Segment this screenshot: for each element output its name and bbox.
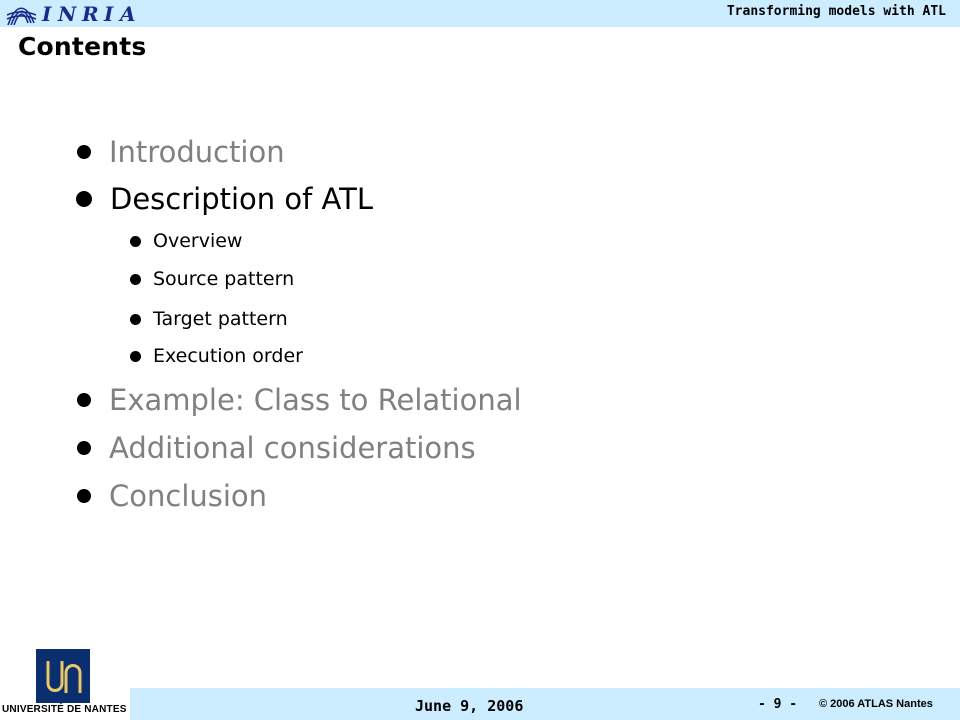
toc-subitem-label: Execution order	[153, 345, 303, 367]
toc-item-description-of-atl[interactable]	[76, 182, 373, 216]
toc-subitem-target-pattern[interactable]	[130, 308, 288, 330]
toc-subitem-label: Source pattern	[153, 268, 295, 290]
toc-subitem-label: Target pattern	[153, 308, 288, 330]
slide-title: Contents	[18, 32, 147, 61]
toc-item-label: Additional considerations	[109, 431, 476, 465]
footer-date: June 9, 2006	[415, 697, 524, 715]
toc-subitem-source-pattern[interactable]	[130, 268, 294, 290]
toc-item-example[interactable]	[77, 383, 522, 417]
svg-text:I: I	[42, 2, 52, 26]
toc-item-label: Introduction	[109, 135, 285, 169]
bullet-icon	[130, 351, 141, 362]
university-logo	[36, 649, 90, 703]
toc-subitem-overview[interactable]	[130, 230, 242, 252]
university-name: UNIVERSITÉ DE NANTES	[2, 704, 127, 715]
bullet-icon	[130, 236, 141, 247]
svg-text:A: A	[120, 2, 136, 26]
toc-item-introduction[interactable]	[77, 135, 285, 169]
bullet-icon	[76, 191, 92, 207]
toc-subitem-execution-order[interactable]	[130, 345, 303, 367]
bullet-icon	[77, 441, 91, 455]
toc-item-label: Example: Class to Relational	[109, 383, 522, 417]
toc-item-conclusion[interactable]	[77, 479, 267, 513]
svg-text:R: R	[82, 2, 99, 26]
toc-item-label: Conclusion	[109, 479, 268, 513]
copyright-notice: © 2006 ATLAS Nantes	[819, 698, 933, 710]
svg-text:N: N	[58, 2, 77, 26]
svg-text:I: I	[104, 2, 114, 26]
bullet-icon	[130, 314, 141, 325]
bullet-icon	[130, 274, 141, 285]
toc-subitem-label: Overview	[153, 230, 243, 252]
bullet-icon	[77, 393, 91, 407]
presentation-title: Transforming models with ATL	[726, 4, 946, 19]
toc-item-label: Description of ATL	[110, 182, 374, 216]
bullet-icon	[77, 145, 91, 159]
toc-item-additional-considerations[interactable]	[77, 431, 476, 465]
page-number: - 9 -	[758, 697, 798, 712]
inria-logo	[6, 1, 156, 27]
bullet-icon	[77, 489, 91, 503]
